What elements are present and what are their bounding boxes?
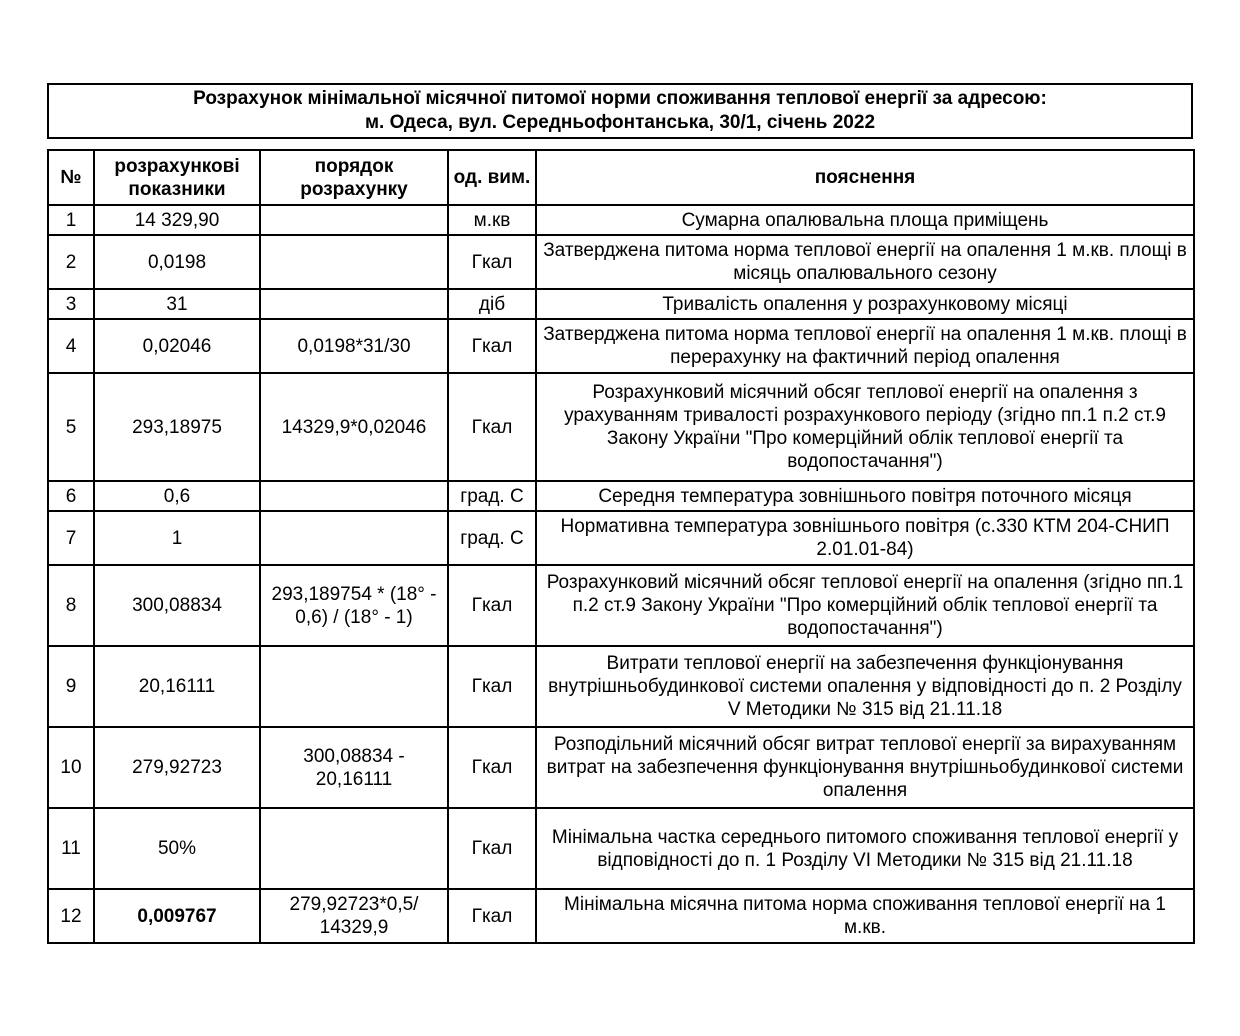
row-value: 0,6	[94, 481, 260, 511]
row-unit: Гкал	[448, 565, 536, 646]
row-unit: Гкал	[448, 727, 536, 808]
table-row	[48, 205, 1194, 235]
row-value: 31	[94, 289, 260, 319]
row-unit: Гкал	[448, 646, 536, 727]
table-row	[48, 808, 1194, 889]
table-row	[48, 889, 1194, 943]
row-formula	[260, 808, 448, 889]
row-unit: Гкал	[448, 373, 536, 481]
calculation-table	[47, 149, 1195, 944]
table-row	[48, 373, 1194, 481]
row-formula	[260, 289, 448, 319]
table-row	[48, 727, 1194, 808]
row-note: Затверджена питома норма теплової енергії на опалення 1 м.кв. площі в місяць опалювального сезону	[536, 235, 1194, 289]
row-number: 8	[48, 565, 94, 646]
row-note: Затверджена питома норма теплової енергії на опалення 1 м.кв. площі в перерахунку на фактичний період опалення	[536, 319, 1194, 373]
row-value: 279,92723	[94, 727, 260, 808]
row-unit: Гкал	[448, 235, 536, 289]
row-number: 5	[48, 373, 94, 481]
row-number: 6	[48, 481, 94, 511]
row-formula	[260, 511, 448, 565]
table-row	[48, 235, 1194, 289]
row-note: Сумарна опалювальна площа приміщень	[536, 205, 1194, 235]
row-note: Середня температура зовнішнього повітря поточного місяця	[536, 481, 1194, 511]
header-note: пояснення	[536, 150, 1194, 205]
table-row	[48, 511, 1194, 565]
title-line-2: м. Одеса, вул. Середньофонтанська, 30/1, січень 2022	[364, 112, 876, 133]
row-unit: град. С	[448, 511, 536, 565]
title-line-1: Розрахунок мінімальної місячної питомої норми споживання теплової енергії за адресою:	[193, 88, 1047, 109]
document-title	[47, 83, 1193, 139]
header-formula: порядок розрахунку	[260, 150, 448, 205]
row-value: 293,18975	[94, 373, 260, 481]
header-unit: од. вим.	[448, 150, 536, 205]
row-note: Розрахунковий місячний обсяг теплової енергії на опалення з урахуванням тривалості розрахункового періоду (згідно пп.1 п.2 ст.9 Закону України "Про комерційний облік теплової енергії та водопостачання")	[536, 373, 1194, 481]
table-row	[48, 319, 1194, 373]
row-unit: Гкал	[448, 808, 536, 889]
row-number: 1	[48, 205, 94, 235]
row-number: 2	[48, 235, 94, 289]
row-unit: м.кв	[448, 205, 536, 235]
row-formula: 293,189754 * (18° - 0,6) / (18° - 1)	[260, 565, 448, 646]
row-note: Витрати теплової енергії на забезпечення функціонування внутрішньобудинкової системи опалення у відповідності до п. 2 Розділу V Методики № 315 від 21.11.18	[536, 646, 1194, 727]
row-value: 20,16111	[94, 646, 260, 727]
row-number: 11	[48, 808, 94, 889]
header-value: розрахункові показники	[94, 150, 260, 205]
row-value: 0,02046	[94, 319, 260, 373]
row-value: 14 329,90	[94, 205, 260, 235]
row-note: Нормативна температура зовнішнього повітря (с.330 КТМ 204-СНИП 2.01.01-84)	[536, 511, 1194, 565]
row-formula: 300,08834 - 20,16111	[260, 727, 448, 808]
row-note: Тривалість опалення у розрахунковому місяці	[536, 289, 1194, 319]
row-value: 300,08834	[94, 565, 260, 646]
row-value: 1	[94, 511, 260, 565]
header-number: №	[48, 150, 94, 205]
row-number: 10	[48, 727, 94, 808]
row-value: 50%	[94, 808, 260, 889]
row-formula	[260, 646, 448, 727]
table-row	[48, 289, 1194, 319]
table-body	[48, 205, 1194, 943]
row-number: 3	[48, 289, 94, 319]
row-note: Розрахунковий місячний обсяг теплової енергії на опалення (згідно пп.1 п.2 ст.9 Закону України "Про комерційний облік теплової енергії та водопостачання")	[536, 565, 1194, 646]
row-number: 12	[48, 889, 94, 943]
row-formula	[260, 235, 448, 289]
table-row	[48, 481, 1194, 511]
row-value-result: 0,009767	[94, 889, 260, 943]
row-note: Розподільний місячний обсяг витрат теплової енергії за вирахуванням витрат на забезпечення функціонування внутрішньобудинкової системи опалення	[536, 727, 1194, 808]
row-formula	[260, 481, 448, 511]
table-row	[48, 646, 1194, 727]
row-formula	[260, 205, 448, 235]
row-number: 4	[48, 319, 94, 373]
row-unit: Гкал	[448, 889, 536, 943]
row-note: Мінімальна місячна питома норма споживання теплової енергії на 1 м.кв.	[536, 889, 1194, 943]
row-unit: град. С	[448, 481, 536, 511]
row-unit: діб	[448, 289, 536, 319]
row-value: 0,0198	[94, 235, 260, 289]
row-formula: 14329,9*0,02046	[260, 373, 448, 481]
table-row	[48, 565, 1194, 646]
row-unit: Гкал	[448, 319, 536, 373]
table-header-row	[48, 150, 1194, 205]
row-number: 9	[48, 646, 94, 727]
row-number: 7	[48, 511, 94, 565]
row-note: Мінімальна частка середнього питомого споживання теплової енергії у відповідності до п. 1 Розділу VI Методики № 315 від 21.11.18	[536, 808, 1194, 889]
row-formula: 0,0198*31/30	[260, 319, 448, 373]
row-formula: 279,92723*0,5/ 14329,9	[260, 889, 448, 943]
